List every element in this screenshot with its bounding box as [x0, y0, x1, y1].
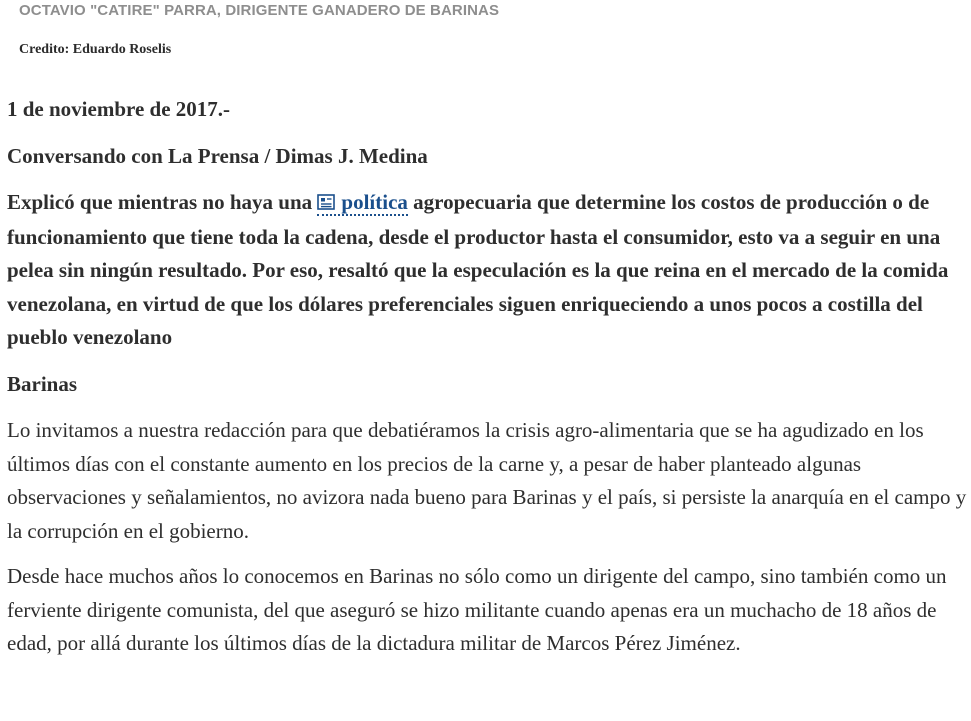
document-icon: [317, 187, 335, 221]
photo-credit: Credito: Eduardo Roselis: [19, 42, 172, 57]
article-subhead: Barinas: [7, 371, 78, 396]
article-dateline: 1 de noviembre de 2017.-: [7, 97, 231, 121]
lead-text-before-link: Explicó que mientras no haya una: [7, 190, 318, 214]
article-byline: Conversando con La Prensa / Dimas J. Medina: [7, 143, 428, 168]
article-paragraph: Lo invitamos a nuestra redacción para que debatiéramos la crisis agro-alimentaria que se ha agudizado en los últimos días con el constante aumento en los precios de la carne y, a pesar de haber planteado algunas observaciones y señalamientos, no avizora nada bueno para Barinas y el país, si persiste la anarquía en el campo y la corrupción en el gobierno.: [7, 418, 967, 543]
lead-text-after-link: agropecuaria que determine los costos de producción o de funcionamiento que tiene toda la cadena, desde el productor hasta el consumidor, esto va a seguir en una pelea sin ningún resultado. Por eso, resaltó que la especulación es la que reina en el mercado de la comida venezolana, en virtud de que los dólares preferenciales siguen enriqueciendo a unos pocos a costilla del pueblo venezolano: [7, 190, 949, 349]
photo-caption: OCTAVIO "CATIRE" PARRA, DIRIGENTE GANADERO DE BARINAS: [19, 2, 500, 19]
article-lead: [7, 186, 969, 355]
article-paragraph: Desde hace muchos años lo conocemos en Barinas no sólo como un dirigente del campo, sino también como un ferviente dirigente comunista, del que aseguró se hizo militante cuando apenas era un muchacho de 18 años de edad, por allá durante los últimos días de la dictadura militar de Marcos Pérez Jiménez.: [7, 564, 947, 655]
article-body: [7, 93, 969, 673]
topic-link-politica[interactable]: [317, 190, 408, 216]
topic-link-label: política: [341, 190, 408, 214]
